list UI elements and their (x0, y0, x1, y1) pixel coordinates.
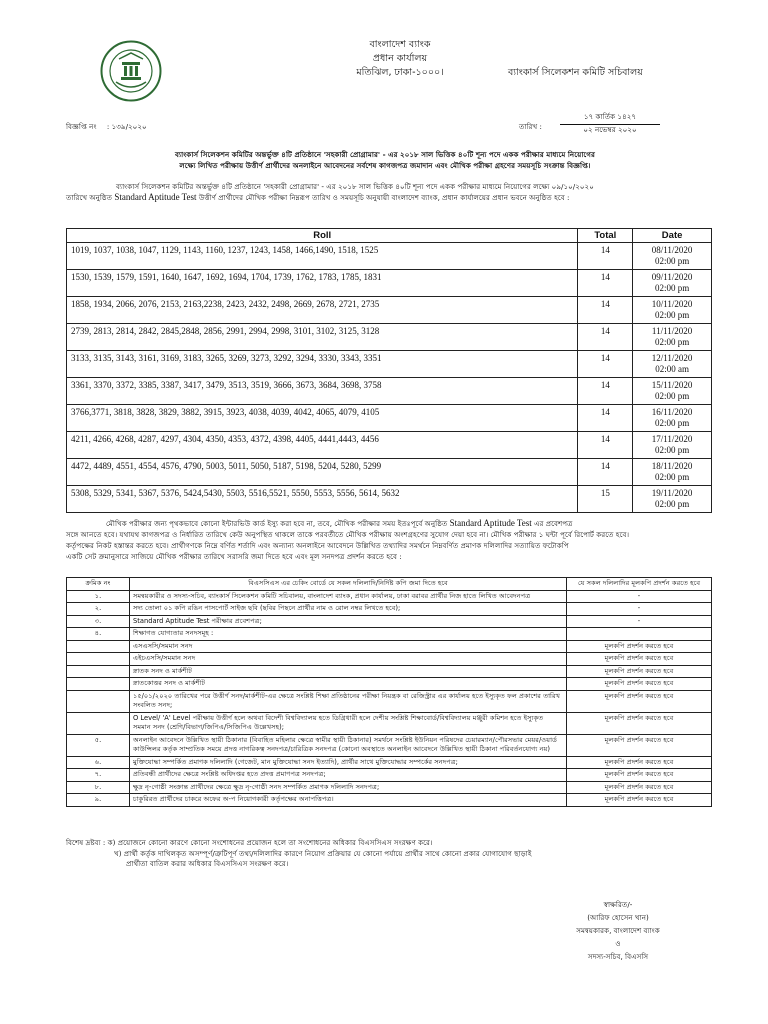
doc-text: চাকুরিরত প্রার্থীদের চাকরে অফের অ-প নিয়োগকারী কর্তৃপক্ষের অনাপত্তিপত্র। (130, 794, 567, 807)
org-name: বাংলাদেশ ব্যাংক (369, 39, 431, 50)
time-value: 02:00 pm (654, 472, 690, 482)
date-cell (633, 486, 712, 513)
doc-serial: ৬. (67, 756, 130, 769)
document-row (67, 734, 712, 756)
instruction-sat: Standard Aptitude Test (449, 518, 532, 528)
roll-cell: 1530, 1539, 1579, 1591, 1640, 1647, 1692, 1694, 1704, 1739, 1762, 1783, 1785, 1831 (67, 270, 578, 297)
instruction-line-1 (66, 518, 712, 529)
doc-text: সদ্য তোলা ০১ কপি রঙিন পাসপোর্ট সাইজ ছবি (ছবির পিছনে প্রার্থীর নাম ও রোল নম্বর লিখতে হবে); (130, 603, 567, 616)
note-a: ক) প্রয়োজনে কোনো কারণে কোনো সংশোধনের প্রয়োজন হলে তা সংশোধনের অধিকার বিএসসিএস সংরক্ষণ করে। (107, 838, 433, 847)
subject-line-1: ব্যাংকার্স সিলেকশন কমিটির অন্তর্ভুক্ত ৪টি প্রতিষ্ঠানে 'সহকারী প্রোগ্রামার' - এর ২০১৮ সাল ভিত্তিক ৪০টি শূন্য পদে একক পরীক্ষার মাধ্যমে নিয়োগের (175, 150, 595, 159)
doc-serial (67, 653, 130, 666)
doc-original: - (567, 615, 712, 628)
intro-sat: Standard Aptitude Test (114, 192, 197, 202)
department-name: ব্যাংকার্স সিলেকশন কমিটি সচিবালয় (508, 67, 643, 78)
total-cell: 14 (578, 405, 633, 432)
doc-text: ক্ষুদ্র নৃ-গোষ্ঠী সংক্রান্ত প্রার্থীদের ক্ষেত্রে ক্ষুদ্র নৃ-গোষ্ঠী সনদ সম্পর্কিত প্রমাণক দলিলাদি সনদপত্র; (130, 781, 567, 794)
schedule-row (67, 351, 712, 378)
date-cell (633, 351, 712, 378)
instruction-line-4: একটি সেট ক্রমানুসারে সাজিয়ে মৌখিক পরীক্ষার তারিখে সরাসরি জমা দিতে হবে এবং মূল সনদপত্র প্রদর্শন করতে হবে : (66, 552, 402, 561)
org-address: মতিঝিল, ঢাকা-১০০০। (356, 67, 444, 78)
doc-text: ১৫/০১/২০২০ তারিখের পরে উত্তীর্ণ সনদ/মার্কশীট-এর ক্ষেত্রে সংশ্লিষ্ট শিক্ষা প্রতিষ্ঠানের পরীক্ষা নিয়ন্ত্রক বা রেজিস্ট্রার এর কার্যালয় হতে ইস্যুকৃত ফল প্রকাশের তারিখ সংবলিত সনদ; (130, 690, 567, 712)
date-value: 09/11/2020 (651, 272, 693, 282)
date-bangla: ১৭ কার্তিক ১৪২৭ (560, 112, 660, 125)
doc-original: মূলকপি প্রদর্শন করতে হবে (567, 690, 712, 712)
date-value: 10/11/2020 (651, 299, 693, 309)
instruction-line-3: কর্তৃপক্ষের নিকট হস্তান্তর করতে হবে। প্রার্থীগণকে নিম্নে বর্ণিত শর্তাদি এবং অন্যান্য অনলাইনে আবেদনে উল্লিখিত তথ্যাদির সমর্থনে নিম্নবর্ণিত প্রমাণক দলিলাদির সত্যায়িত ফটোকপি (66, 541, 569, 550)
doc-text: O Level/ 'A' Level পরীক্ষায় উত্তীর্ণ হলে অথবা বিদেশী বিশ্ববিদ্যালয় হতে ডিগ্রিধারী হলে দেশীয় সংশ্লিষ্ট শিক্ষাবোর্ড/বিশ্ববিদ্যালয় মঞ্জুরী কমিশন হতে ইস্যুকৃত সমমান সনদ (শ্রেণি/বিভাগ/জিপিএ/সিজিপিএ উল্লেখসহ); (130, 712, 567, 734)
notice-number: : ১৩৯/২০২০ (106, 122, 147, 131)
document-row (67, 615, 712, 628)
date-cell (633, 459, 712, 486)
doc-serial: ১. (67, 590, 130, 603)
date-value: 08/11/2020 (651, 245, 693, 255)
doc-original: মূলকপি প্রদর্শন করতে হবে (567, 653, 712, 666)
doc-original: মূলকপি প্রদর্শন করতে হবে (567, 794, 712, 807)
doc-serial: ২. (67, 603, 130, 616)
header-date: Date (633, 229, 712, 243)
header-roll: Roll (67, 229, 578, 243)
document-row (67, 794, 712, 807)
total-cell: 14 (578, 297, 633, 324)
schedule-row (67, 378, 712, 405)
doc-original: মূলকপি প্রদর্শন করতে হবে (567, 678, 712, 691)
doc-original: মূলকপি প্রদর্শন করতে হবে (567, 769, 712, 782)
doc-original: মূলকপি প্রদর্শন করতে হবে (567, 640, 712, 653)
document-row (67, 665, 712, 678)
doc-original: মূলকপি প্রদর্শন করতে হবে (567, 781, 712, 794)
signature-title-2: সদস্য-সচিব, বিএসসি (587, 952, 649, 961)
time-value: 02:00 pm (654, 499, 690, 509)
roll-cell: 3766,3771, 3818, 3828, 3829, 3882, 3915, 3923, 4038, 4039, 4042, 4065, 4079, 4105 (67, 405, 578, 432)
doc-serial (67, 678, 130, 691)
schedule-row (67, 324, 712, 351)
instruction-line-1-c: এর প্রবেশপত্র (534, 519, 573, 528)
roll-cell: 2739, 2813, 2814, 2842, 2845,2848, 2856, 2991, 2994, 2998, 3101, 3102, 3125, 3128 (67, 324, 578, 351)
document-row (67, 640, 712, 653)
doc-header-submit: বিএসসিএস এর চেকিং বোর্ডে যে সকল দলিলাদি/নির্দিষ্ট কপি জমা দিতে হবে (130, 578, 567, 591)
date-cell (633, 297, 712, 324)
document-row (67, 756, 712, 769)
doc-original: মূলকপি প্রদর্শন করতে হবে (567, 734, 712, 756)
notice-number-label: বিজ্ঞপ্তি নং (66, 122, 97, 131)
intro-line-2 (66, 192, 706, 203)
time-value: 02:00 pm (654, 256, 690, 266)
org-office: প্রধান কার্যালয় (372, 53, 428, 64)
date-value: 17/11/2020 (651, 434, 693, 444)
schedule-row (67, 243, 712, 270)
doc-text: এইচএসসি/সমমান সনদ (130, 653, 567, 666)
roll-cell: 1858, 1934, 2066, 2076, 2153, 2163,2238, 2423, 2432, 2498, 2669, 2678, 2721, 2735 (67, 297, 578, 324)
doc-serial: ৮. (67, 781, 130, 794)
doc-text: মুক্তিযোদ্ধা সম্পর্কিত প্রমাণক দলিলাদি (গেজেট, মান মুক্তিযোদ্ধা সনদ ইত্যাদি), প্রার্থীর সাথে মুক্তিযোদ্ধার সম্পর্কের সনদপত্র; (130, 756, 567, 769)
doc-serial: ৩. (67, 615, 130, 628)
time-value: 02:00 pm (654, 310, 690, 320)
total-cell: 14 (578, 324, 633, 351)
document-row (67, 653, 712, 666)
total-cell: 14 (578, 459, 633, 486)
total-cell: 14 (578, 270, 633, 297)
doc-serial: ৭. (67, 769, 130, 782)
date-cell (633, 324, 712, 351)
time-value: 02:00 pm (654, 418, 690, 428)
instruction-line-2: সঙ্গে আনতে হবে। যথাযথ কাগজপত্র ও নির্ধারিত তারিখে কেউ অনুপস্থিত থাকলে তাকে পরবর্তীতে মৌখিক পরীক্ষায় অংশগ্রহণের সুযোগ দেয়া হবে না। মৌখিক পরীক্ষার ১ ঘন্টা পূর্বে রিপোর্ট করতে হবে। (66, 530, 630, 539)
date-cell (633, 432, 712, 459)
doc-serial: ৯. (67, 794, 130, 807)
intro-line-2-c: উত্তীর্ণ প্রার্থীদের মৌখিক পরীক্ষা নিম্নরূপ তারিখ ও সময়সূচি অনুযায়ী বাংলাদেশ ব্যাংক, প্রধান কার্যালয়ের প্রধান ভবনে অনুষ্ঠিত হবে : (198, 193, 570, 202)
date-value: 16/11/2020 (651, 407, 693, 417)
date-cell (633, 243, 712, 270)
roll-cell: 3361, 3370, 3372, 3385, 3387, 3417, 3479, 3513, 3519, 3666, 3673, 3684, 3698, 3758 (67, 378, 578, 405)
note-b-2: প্রার্থীতা বাতিল করার অধিকার বিএসসিএস সংরক্ষণ করে। (126, 859, 289, 868)
schedule-table (66, 228, 712, 513)
intro-line-2-a: তারিখে অনুষ্ঠিত (66, 193, 113, 202)
doc-header-original: যে সকল দলিলাদির মূলকপি প্রদর্শন করতে হবে (567, 578, 712, 591)
doc-original: - (567, 590, 712, 603)
date-english: ০২ নভেম্বর ২০২০ (583, 124, 637, 134)
date-label: তারিখ : (519, 122, 542, 131)
schedule-row (67, 432, 712, 459)
roll-cell: 5308, 5329, 5341, 5367, 5376, 5424,5430, 5503, 5516,5521, 5550, 5553, 5556, 5614, 5632 (67, 486, 578, 513)
date-cell (633, 270, 712, 297)
signature-and: ও (615, 939, 621, 948)
doc-serial (67, 640, 130, 653)
doc-serial: ৫. (67, 734, 130, 756)
roll-cell: 3133, 3135, 3143, 3161, 3169, 3183, 3265, 3269, 3273, 3292, 3294, 3330, 3343, 3351 (67, 351, 578, 378)
signature-block (548, 898, 688, 963)
doc-text: অনলাইন আবেদনে উল্লিখিত স্থায়ী ঠিকানার (বিবাহিত মহিলার ক্ষেত্রে স্বামীর স্থায়ী ঠিকানার) সমর্থনে সংশ্লিষ্ট ইউনিয়ন পরিষদের চেয়ারম্যান/পৌরসভার মেয়র/ওয়ার্ড কাউন্সিলর কর্তৃক সাম্প্রতিক সময়ে প্রদত্ত নাগরিকত্ব সনদপত্র/চারিত্রিক সনদপত্র (কোনো অবস্থাতে অনলাইন আবেদনে উল্লিখিত স্থায়ী ঠিকানা পরিবর্তনযোগ্য নয়) (130, 734, 567, 756)
date-value: 18/11/2020 (651, 461, 693, 471)
doc-text: এসএসসি/সমমান সনদ (130, 640, 567, 653)
documents-table (66, 577, 712, 807)
doc-text: সমন্বয়কারীর ও সদস্য-সচিব, ব্যাংকার্স সিলেকশন কমিটি সচিবালয়, বাংলাদেশ ব্যাংক, প্রধান কার্যালয়, ঢাকা বরাবর প্রার্থীর নিজ হাতে লিখিত আবেদনপত্র (130, 590, 567, 603)
note-a-line (66, 838, 712, 849)
document-row (67, 769, 712, 782)
signature-title-1: সমন্বয়কারক, বাংলাদেশ ব্যাংক (576, 926, 660, 935)
document-row (67, 690, 712, 712)
date-cell (633, 405, 712, 432)
doc-original: - (567, 603, 712, 616)
total-cell: 14 (578, 378, 633, 405)
time-value: 02:00 pm (654, 337, 690, 347)
doc-original: মূলকপি প্রদর্শন করতে হবে (567, 712, 712, 734)
document-row (67, 590, 712, 603)
roll-cell: 1019, 1037, 1038, 1047, 1129, 1143, 1160, 1237, 1243, 1458, 1466,1490, 1518, 1525 (67, 243, 578, 270)
signature-signed: স্বাক্ষরিত/- (603, 900, 633, 909)
total-cell: 15 (578, 486, 633, 513)
notes-label: বিশেষ দ্রষ্টব্য : (66, 838, 106, 847)
date-cell (633, 378, 712, 405)
doc-text: স্নাতকোত্তর সনদ ও মার্কশীট (130, 678, 567, 691)
doc-serial (67, 665, 130, 678)
doc-text: Standard Aptitude Test পরীক্ষার প্রবেশপত্র; (130, 615, 567, 628)
document-row (67, 712, 712, 734)
schedule-row (67, 270, 712, 297)
total-cell: 14 (578, 351, 633, 378)
total-cell: 14 (578, 432, 633, 459)
instruction-line-1-a: মৌখিক পরীক্ষার জন্য পৃথকভাবে কোনো ইন্টারভিউ কার্ড ইস্যু করা হবে না, তবে, মৌখিক পরীক্ষার সময় ইতঃপূর্বে অনুষ্ঠিত (106, 519, 448, 528)
schedule-row (67, 297, 712, 324)
time-value: 02:00 pm (654, 445, 690, 455)
schedule-row (67, 405, 712, 432)
intro-line-1: ব্যাংকার্স সিলেকশন কমিটির অন্তর্ভুক্ত ৪টি প্রতিষ্ঠানে 'সহকারী প্রোগ্রামার' - এর ২০১৮ সাল ভিত্তিক ৪০টি শূন্য পদে একক পরীক্ষার মাধ্যমে নিয়োগের লক্ষ্যে ০৯/১০/২০২০ (116, 182, 594, 191)
doc-text: প্রতিবন্ধী প্রার্থীদের ক্ষেত্রে সংশ্লিষ্ট অধিদপ্তর হতে প্রদত্ত প্রমাণপত্র সনদপত্র; (130, 769, 567, 782)
document-row (67, 628, 712, 641)
time-value: 02:00 pm (654, 283, 690, 293)
note-b-1: খ) প্রার্থী কর্তৃক দাখিলকৃত অসম্পূর্ণ/ত্রুটিপূর্ণ তথ্য/দলিলাদির কারণে নিয়োগ প্রক্রিয়ার যে কোনো পর্যায়ে প্রার্থীর সাথে কোনো প্রকার যোগাযোগ ছাড়াই (114, 848, 532, 858)
doc-text: শিক্ষাগত যোগ্যতার সনদসমূহ : (130, 628, 567, 641)
roll-cell: 4211, 4266, 4268, 4287, 4297, 4304, 4350, 4353, 4372, 4398, 4405, 4441,4443, 4456 (67, 432, 578, 459)
roll-cell: 4472, 4489, 4551, 4554, 4576, 4790, 5003, 5011, 5050, 5187, 5198, 5204, 5280, 5299 (67, 459, 578, 486)
time-value: 02:00 pm (654, 391, 690, 401)
bangladesh-bank-logo (100, 40, 162, 102)
doc-serial: ৪. (67, 628, 130, 641)
document-row (67, 678, 712, 691)
header-total: Total (578, 229, 633, 243)
time-value: 02:00 am (655, 364, 689, 374)
date-value: 19/11/2020 (651, 488, 693, 498)
doc-text: স্নাতক সনদ ও মার্কশীট (130, 665, 567, 678)
subject-line-2: লক্ষ্যে লিখিত পরীক্ষায় উত্তীর্ণ প্রার্থীদের অনলাইনে আবেদনের সর্বশেষ কাগজপত্র জমাদান এবং মৌখিক পরীক্ষা গ্রহণের সময়সূচি সংক্রান্ত বিজ্ঞপ্তি। (179, 160, 591, 170)
doc-original (567, 628, 712, 641)
doc-header-serial: ক্রমিক নং (67, 578, 130, 591)
schedule-row (67, 486, 712, 513)
signature-name: (আরিফ হোসেন খান) (587, 913, 649, 922)
date-value: 12/11/2020 (651, 353, 693, 363)
total-cell: 14 (578, 243, 633, 270)
doc-original: মূলকপি প্রদর্শন করতে হবে (567, 665, 712, 678)
date-value: 15/11/2020 (651, 380, 693, 390)
schedule-row (67, 459, 712, 486)
document-row (67, 781, 712, 794)
doc-original: মূলকপি প্রদর্শন করতে হবে (567, 756, 712, 769)
date-value: 11/11/2020 (651, 326, 693, 336)
document-row (67, 603, 712, 616)
doc-serial (67, 690, 130, 712)
doc-serial (67, 712, 130, 734)
